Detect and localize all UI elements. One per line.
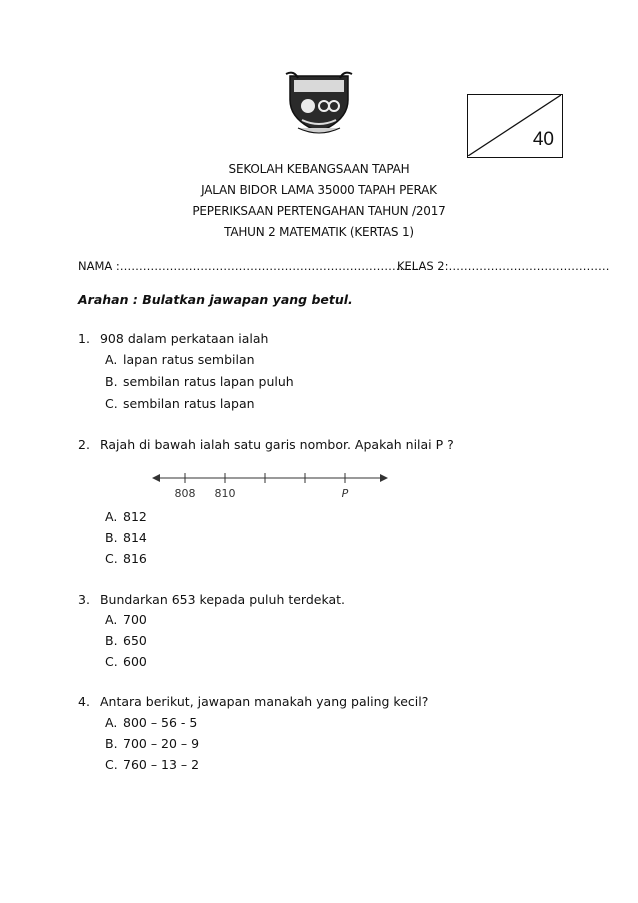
- question-number: 4.: [78, 694, 90, 709]
- q3-option-b[interactable]: [105, 633, 147, 648]
- option-text: sembilan ratus lapan: [123, 396, 255, 411]
- option-label: C.: [105, 757, 118, 772]
- option-text: lapan ratus sembilan: [123, 352, 255, 367]
- question-text: 908 dalam perkataan ialah: [99, 331, 269, 346]
- label-810: 810: [214, 487, 236, 500]
- arrow-left-icon: [152, 474, 160, 482]
- option-text: 700: [123, 612, 147, 627]
- paper-subject: TAHUN 2 MATEMATIK (KERTAS 1): [224, 225, 414, 239]
- label-808: 808: [174, 487, 196, 500]
- school-crest-logo: [284, 70, 354, 136]
- question-number: 3.: [78, 592, 90, 607]
- option-label: B.: [105, 530, 118, 545]
- question-number: 1.: [78, 331, 90, 346]
- name-field[interactable]: NAMA :……………………………………………………………………: [78, 259, 419, 273]
- arrow-right-icon: [380, 474, 388, 482]
- exam-title: PEPERIKSAAN PERTENGAHAN TAHUN /2017: [192, 204, 446, 218]
- school-address: JALAN BIDOR LAMA 35000 TAPAH PERAK: [201, 183, 437, 197]
- option-text: sembilan ratus lapan puluh: [123, 374, 294, 389]
- option-label: A.: [105, 715, 118, 730]
- option-label: B.: [105, 633, 118, 648]
- option-text: 650: [123, 633, 147, 648]
- total-marks: 40: [532, 129, 554, 150]
- q3-option-c[interactable]: [105, 654, 147, 669]
- question-text: Antara berikut, jawapan manakah yang paling kecil?: [99, 694, 429, 709]
- number-line-diagram: [150, 466, 390, 502]
- option-text: 700 – 20 – 9: [123, 736, 200, 751]
- option-label: B.: [105, 736, 118, 751]
- option-label: B.: [105, 374, 118, 389]
- label-p: P: [341, 487, 349, 500]
- instruction: Arahan : Bulatkan jawapan yang betul.: [78, 292, 353, 307]
- option-text: 600: [123, 654, 147, 669]
- class-field[interactable]: KELAS 2:……………………………………: [397, 259, 610, 273]
- option-label: C.: [105, 654, 118, 669]
- question-4: [78, 694, 428, 709]
- q4-option-c[interactable]: [105, 757, 199, 772]
- q1-option-c[interactable]: [105, 396, 255, 411]
- q3-option-a[interactable]: [105, 612, 147, 627]
- option-text: 760 – 13 – 2: [123, 757, 200, 772]
- q2-option-c[interactable]: [105, 551, 147, 566]
- question-text: Rajah di bawah ialah satu garis nombor. Apakah nilai P ?: [99, 437, 454, 452]
- score-box: [467, 94, 563, 158]
- q2-option-b[interactable]: [105, 530, 147, 545]
- question-1: [78, 331, 268, 346]
- option-text: 814: [123, 530, 147, 545]
- option-text: 800 – 56 - 5: [123, 715, 198, 730]
- option-label: A.: [105, 612, 118, 627]
- q1-option-a[interactable]: [105, 352, 255, 367]
- option-label: C.: [105, 551, 118, 566]
- question-3: [78, 592, 345, 607]
- q4-option-b[interactable]: [105, 736, 199, 751]
- option-label: A.: [105, 352, 118, 367]
- school-name: SEKOLAH KEBANGSAAN TAPAH: [228, 162, 410, 176]
- option-text: 816: [123, 551, 147, 566]
- question-2: [78, 437, 454, 452]
- q2-option-a[interactable]: [105, 509, 147, 524]
- option-label: C.: [105, 396, 118, 411]
- q4-option-a[interactable]: [105, 715, 197, 730]
- option-label: A.: [105, 509, 118, 524]
- question-number: 2.: [78, 437, 90, 452]
- question-text: Bundarkan 653 kepada puluh terdekat.: [99, 592, 346, 607]
- q1-option-b[interactable]: [105, 374, 294, 389]
- option-text: 812: [123, 509, 147, 524]
